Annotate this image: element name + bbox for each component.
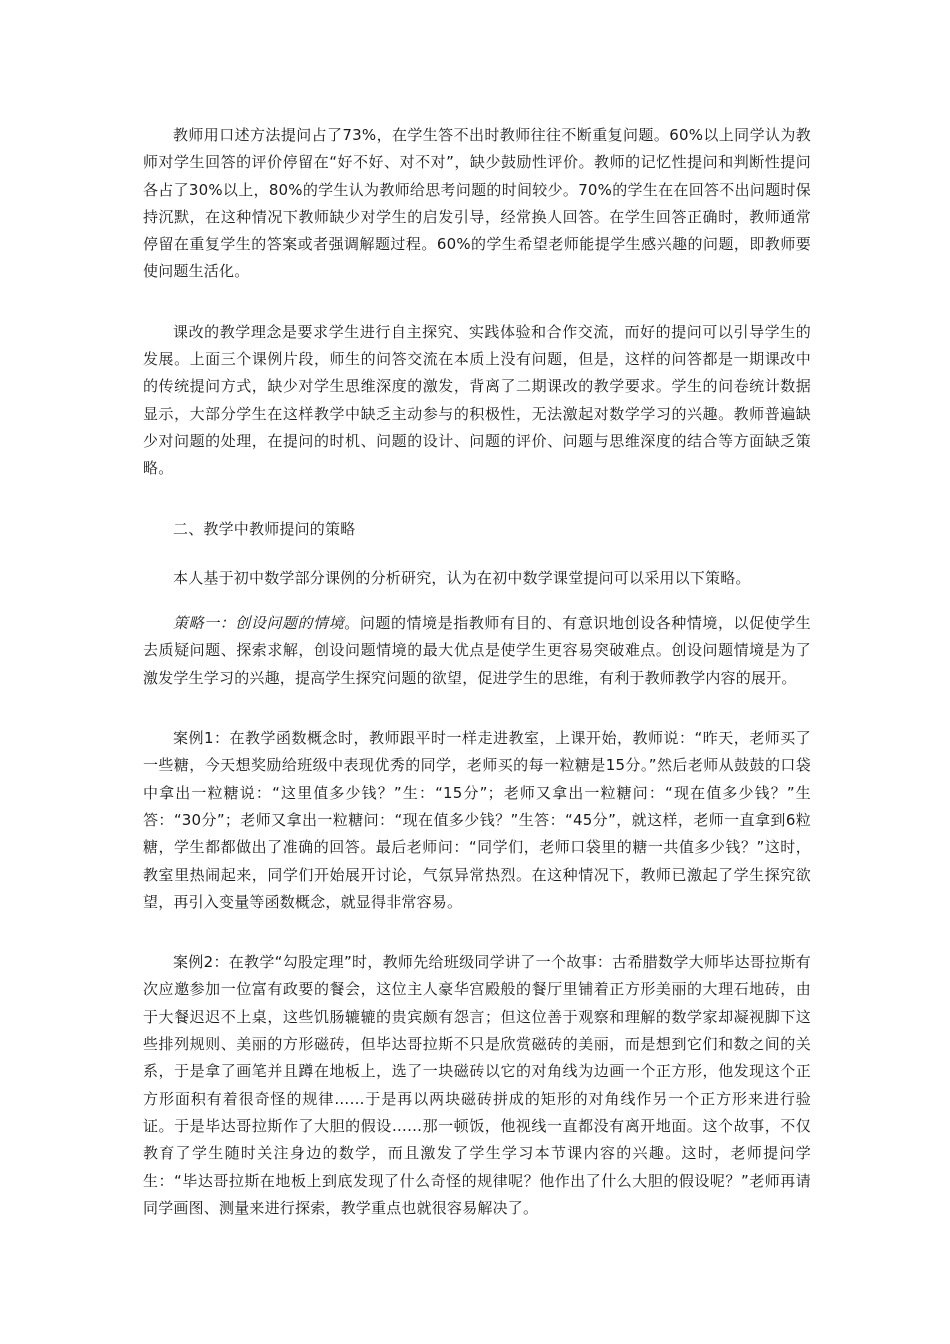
paragraph-curriculum-reform: 课改的教学理念是要求学生进行自主探究、实践体验和合作交流，而好的提问可以引导学生的发展。上面三个课例片段，师生的问答交流在本质上没有问题，但是，这样的问答都是一期课改中的传统提问方式，缺少对学生思维深度的激发，背离了二期课改的教学要求。学生的问卷统计数据显示，大部分学生在这样教学中缺乏主动参与的积极性，无法激起对数学学习的兴趣。教师普遍缺少对问题的处理，在提问的时机、问题的设计、问题的评价、问题与思维深度的结合等方面缺乏策略。 bbox=[143, 322, 811, 478]
paragraph-survey-results: 教师用口述方法提问占了73%，在学生答不出时教师往往不断重复问题。60%以上同学认为教师对学生回答的评价停留在“好不好、对不对”，缺少鼓励性评价。教师的记忆性提问和判断性提问各占了30%以上，80%的学生认为教师给思考问题的时间较少。70%的学生在在回答不出问题时保持沉默，在这种情况下教师缺少对学生的启发引导，经常换人回答。在学生回答正确时，教师通常停留在重复学生的答案或者强调解题过程。60%的学生希望老师能提学生感兴趣的问题，即教师要使问题生活化。 bbox=[143, 126, 811, 281]
document-page bbox=[143, 122, 811, 1255]
paragraph-case-one: 案例1：在教学函数概念时，教师跟平时一样走进教室，上课开始，教师说：“昨天，老师买了一些糖，今天想奖励给班级中表现优秀的同学，老师买的每一粒糖是15分。”然后老师从鼓鼓的口袋中拿出一粒糖说：“这里值多少钱？”生：“15分”；老师又拿出一粒糖问：“现在值多少钱？”生答：“30分”；老师又拿出一粒糖问：“现在值多少钱？”生答：“45分”，就这样，老师一直拿到6粒糖，学生都都做出了准确的回答。最后老师问：“同学们，老师口袋里的糖一共值多少钱？”这时，教室里热闹起来，同学们开始展开讨论，气氛异常热烈。在这种情况下，教师已激起了学生探究欲望，再引入变量等函数概念，就显得非常容易。 bbox=[143, 729, 811, 911]
paragraph-intro-strategies: 本人基于初中数学部分课例的分析研究，认为在初中数学课堂提问可以采用以下策略。 bbox=[173, 568, 751, 587]
strategy-one-label: 策略一：创设问题的情境 bbox=[173, 614, 345, 633]
section-heading: 二、教学中教师提问的策略 bbox=[173, 519, 356, 538]
strategy-one-text: 。问题的情境是指教师有目的、有意识地创设各种情境，以促使学生去质疑问题、探索求解，创设问题情境的最大优点是使学生更容易突破难点。创设问题情境是为了激发学生学习的兴趣，提高学生探究问题的欲望，促进学生的思维，有利于教师教学内容的展开。 bbox=[143, 614, 812, 687]
paragraph-case-two: 案例2：在教学“勾股定理”时，教师先给班级同学讲了一个故事：古希腊数学大师毕达哥拉斯有次应邀参加一位富有政要的餐会，这位主人豪华宫殿般的餐厅里铺着正方形美丽的大理石地砖，由于大餐迟迟不上桌，这些饥肠辘辘的贵宾颇有怨言；但这位善于观察和理解的数学家却凝视脚下这些排列规则、美丽的方形磁砖，但毕达哥拉斯不只是欣赏磁砖的美丽，而是想到它们和数之间的关系，于是拿了画笔并且蹲在地板上，选了一块磁砖以它的对角线为边画一个正方形，他发现这个正方形面积有着很奇怪的规律……于是再以两块磁砖拼成的矩形的对角线作另一个正方形来进行验证。于是毕达哥拉斯作了大胆的假设……那一顿饭，他视线一直都没有离开地面。这个故事，不仅教育了学生随时关注身边的数学，而且激发了学生学习本节课内容的兴趣。这时，老师提问学生：“毕达哥拉斯在地板上到底发现了什么奇怪的规律呢？他作出了什么大胆的假设呢？”老师再请同学画图、测量来进行探索，教学重点也就很容易解决了。 bbox=[143, 953, 811, 1217]
paragraph-strategy-one bbox=[143, 610, 811, 692]
